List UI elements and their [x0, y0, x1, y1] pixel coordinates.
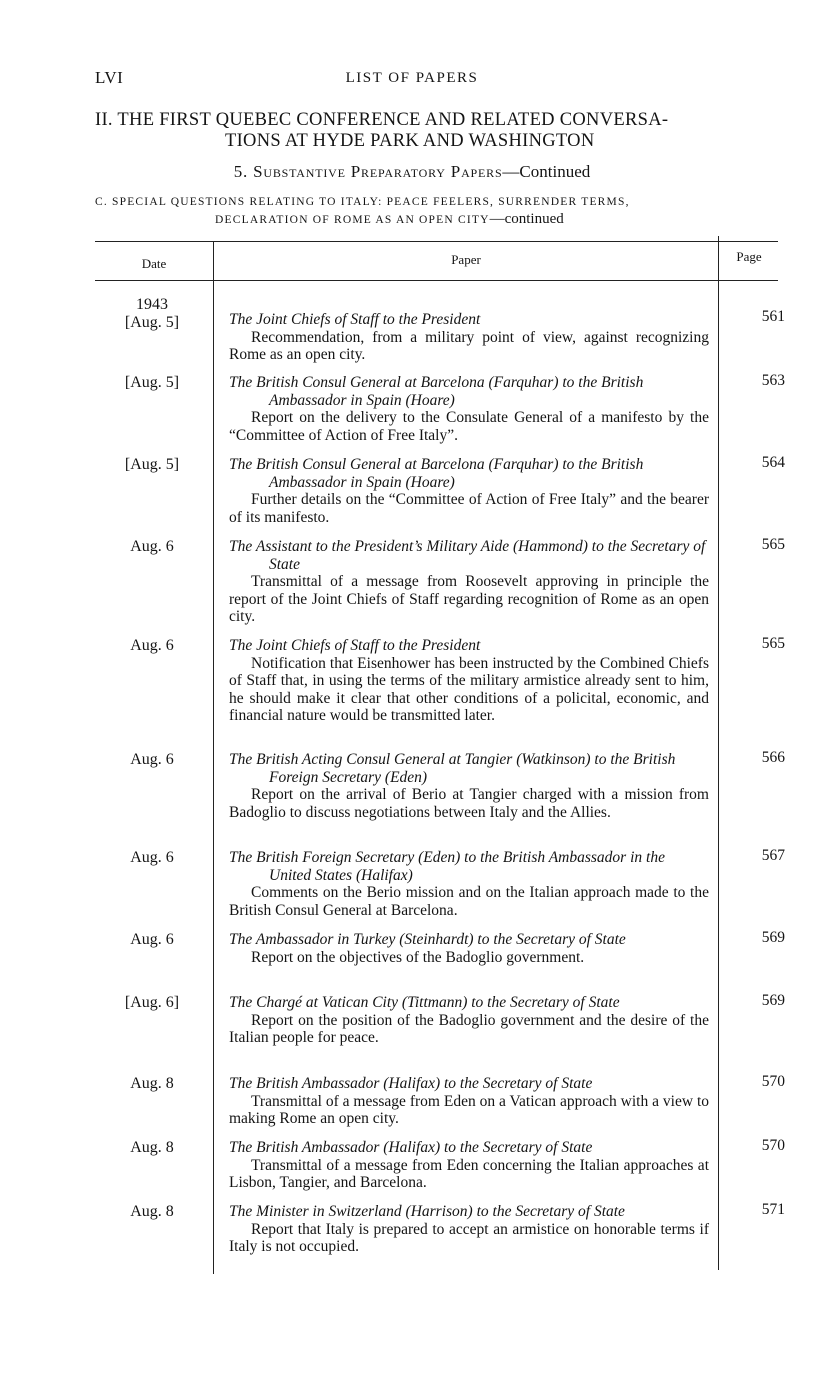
row-description: Further details on the “Committee of Action of Free Italy” and the bearer of its manifesto.	[229, 491, 709, 526]
row-date: Aug. 6	[130, 849, 174, 866]
row-date-text: [Aug. 5]	[124, 314, 180, 331]
row-title: The Joint Chiefs of Staff to the President	[229, 637, 481, 654]
part-title-line-2: TIONS AT HYDE PARK AND WASHINGTON	[225, 131, 595, 151]
row-title: The Minister in Switzerland (Harrison) to the Secretary of State	[229, 1203, 625, 1220]
subsection-title	[95, 194, 785, 229]
row-description: Report on the position of the Badoglio government and the desire of the Italian people for peace.	[229, 1011, 709, 1046]
row-title: The British Acting Consul General at Tangier (Watkinson) to the British Foreign Secretary (Eden)	[229, 751, 676, 786]
column-header-date: Date	[141, 256, 167, 271]
row-page: 561	[761, 308, 785, 325]
row-title: The British Ambassador (Halifax) to the Secretary of State	[229, 1075, 593, 1092]
row-paper	[229, 374, 709, 444]
row-date	[95, 296, 209, 332]
row-paper	[229, 1139, 709, 1192]
column-divider-date	[213, 241, 214, 1274]
row-page: 571	[761, 1201, 785, 1218]
row-paper	[229, 538, 709, 626]
row-paper	[229, 751, 709, 821]
row-title: The British Ambassador (Halifax) to the Secretary of State	[229, 1139, 593, 1156]
row-date: Aug. 6	[130, 637, 174, 654]
row-paper	[229, 311, 709, 364]
row-title: The Chargé at Vatican City (Tittmann) to the Secretary of State	[229, 994, 620, 1011]
row-paper	[229, 931, 709, 966]
row-title: The British Consul General at Barcelona (Farquhar) to the British Ambassador in Spain (Hoare)	[229, 374, 644, 409]
row-date: Aug. 6	[130, 751, 174, 768]
row-title: The Joint Chiefs of Staff to the President	[229, 311, 481, 328]
subsection-line-2: DECLARATION OF ROME AS AN OPEN CITY	[215, 214, 490, 226]
row-page: 565	[761, 536, 785, 553]
row-title: The Assistant to the President’s Military Aide (Hammond) to the Secretary of State	[229, 538, 706, 573]
row-page: 563	[761, 372, 785, 389]
row-description: Report on the objectives of the Badoglio government.	[251, 948, 585, 966]
row-date: [Aug. 5]	[124, 374, 180, 391]
page-folio: LVI	[95, 68, 124, 87]
row-page: 564	[761, 454, 785, 471]
row-page: 569	[761, 992, 785, 1009]
row-description: Transmittal of a message from Roosevelt approving in principle the report of the Joint Chiefs of Staff regarding recognition of Rome as an open city.	[229, 573, 709, 625]
subsection-continued: —continued	[489, 211, 564, 227]
column-divider-page	[718, 236, 719, 1270]
row-page: 570	[761, 1073, 785, 1090]
row-description: Transmittal of a message from Eden on a Vatican approach with a view to making Rome an open city.	[229, 1092, 709, 1127]
row-date: [Aug. 6]	[124, 994, 180, 1011]
row-title: The Ambassador in Turkey (Steinhardt) to the Secretary of State	[229, 931, 626, 948]
row-page: 570	[761, 1137, 785, 1154]
section-title	[0, 162, 824, 182]
row-description: Report on the arrival of Berio at Tangier charged with a mission from Badoglio to discuss negotiations between Italy and the Allies.	[229, 786, 709, 821]
subsection-line-2-wrap	[95, 211, 785, 229]
row-title: The British Foreign Secretary (Eden) to the British Ambassador in the United States (Halifax)	[229, 849, 665, 884]
running-title: LIST OF PAPERS	[345, 70, 479, 86]
row-description: Transmittal of a message from Eden concerning the Italian approaches at Lisbon, Tangier, and Barcelona.	[229, 1156, 709, 1191]
row-description: Recommendation, from a military point of view, against recognizing Rome as an open city.	[229, 328, 709, 363]
row-paper	[229, 1075, 709, 1128]
row-page: 567	[761, 847, 785, 864]
row-date: Aug. 8	[130, 1203, 174, 1220]
section-label: 5. Substantive Preparatory Papers	[233, 162, 503, 181]
part-title	[95, 110, 785, 152]
row-paper	[229, 994, 709, 1047]
row-date: Aug. 8	[130, 1075, 174, 1092]
column-header-paper: Paper	[451, 252, 481, 267]
row-date: Aug. 8	[130, 1139, 174, 1156]
subsection-line-1: C. SPECIAL QUESTIONS RELATING TO ITALY: PEACE FEELERS, SURRENDER TERMS,	[95, 196, 630, 208]
row-title: The British Consul General at Barcelona (Farquhar) to the British Ambassador in Spain (Hoare)	[229, 456, 644, 491]
row-description: Report on the delivery to the Consulate General of a manifesto by the “Committee of Action of Free Italy”.	[229, 409, 709, 444]
row-date: Aug. 6	[130, 931, 174, 948]
column-header-page: Page	[736, 249, 762, 264]
row-paper	[229, 637, 709, 725]
row-paper	[229, 1203, 709, 1256]
table-top-rule	[95, 241, 778, 242]
row-page: 569	[761, 929, 785, 946]
row-paper	[229, 456, 709, 526]
row-page: 566	[761, 749, 785, 766]
row-page: 565	[761, 635, 785, 652]
row-date: [Aug. 5]	[124, 456, 180, 473]
row-date: Aug. 6	[130, 538, 174, 555]
row-description: Comments on the Berio mission and on the Italian approach made to the British Consul General at Barcelona.	[229, 884, 709, 919]
row-description: Notification that Eisenhower has been instructed by the Combined Chiefs of Staff that, in using the terms of the military armistice already sent to him, he should make it clear that other conditions of a policital, economic, and financial nature would be transmitted later.	[229, 654, 709, 724]
part-title-line-1: II. THE FIRST QUEBEC CONFERENCE AND RELATED CONVERSA-	[95, 110, 669, 130]
row-description: Report that Italy is prepared to accept an armistice on honorable terms if Italy is not occupied.	[229, 1220, 709, 1255]
table-header-rule	[95, 280, 778, 281]
section-continued: —Continued	[502, 162, 591, 181]
row-paper	[229, 849, 709, 919]
row-year: 1943	[136, 296, 168, 313]
